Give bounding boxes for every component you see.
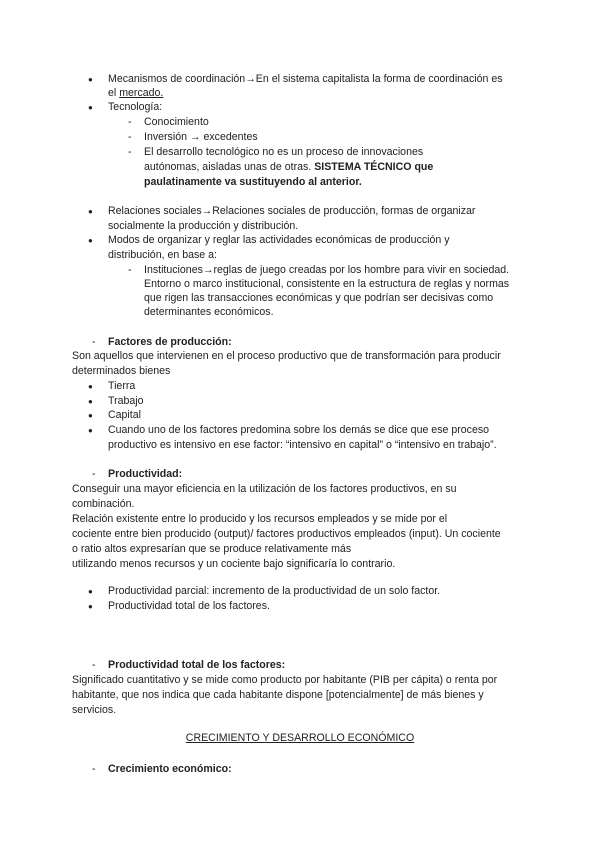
dash-icon: -	[92, 336, 96, 348]
bullet-icon: ●	[88, 236, 93, 245]
factors-note: Cuando uno de los factores predomina sobre los demás se dice que ese proceso	[108, 424, 490, 436]
bullet-icon: ●	[88, 103, 93, 112]
dash-icon: -	[92, 763, 96, 775]
bullet-icon: ●	[88, 602, 93, 611]
dash-icon: -	[92, 468, 96, 480]
tfp-line: habitante, que nos indica que cada habitante dispone [potencialmente] de más bienes y	[72, 689, 484, 701]
relations-line-2: socialmente la producción y distribución.	[108, 220, 299, 232]
tech-item: Inversión → excedentes	[144, 131, 258, 143]
modes-line-2: distribución, en base a:	[108, 249, 217, 261]
productivity-line: utilizando menos recursos y un cociente bajo significaría lo contrario.	[72, 558, 396, 570]
growth-heading: Crecimiento económico:	[108, 763, 232, 775]
market-link[interactable]: mercado.	[119, 87, 164, 99]
coordination-line: Mecanismos de coordinación→En el sistema capitalista la forma de coordinación es	[108, 73, 503, 85]
productivity-line: o ratio altos expresarían que se produce relativamente más	[72, 543, 352, 555]
tech-item-bold: paulatinamente va sustituyendo al anterior.	[144, 176, 362, 188]
relations-line: Relaciones sociales→Relaciones sociales de producción, formas de organizar	[108, 205, 476, 217]
factor-item: Tierra	[108, 380, 136, 392]
institutions-line: determinantes económicos.	[144, 306, 274, 318]
dash-icon: -	[128, 131, 132, 143]
tech-item-cont: autónomas, aisladas unas de otras. SISTEMA TÉCNICO que	[144, 161, 434, 173]
factors-heading: Factores de producción:	[108, 336, 232, 348]
factors-note-2: productivo es intensivo en ese factor: “intensivo en capital” o “intensivo en trabajo”.	[108, 439, 497, 451]
productivity-line: combinación.	[72, 498, 135, 510]
factor-item: Capital	[108, 409, 141, 421]
tfp-line: servicios.	[72, 704, 117, 716]
dash-icon: -	[128, 146, 132, 158]
coordination-line-2: el mercado.	[108, 87, 164, 99]
productivity-bullet: Productividad parcial: incremento de la productividad de un solo factor.	[108, 585, 441, 597]
productivity-bullet: Productividad total de los factores.	[108, 600, 270, 612]
factors-intro-2: determinados bienes	[72, 365, 171, 377]
dash-icon: -	[128, 116, 132, 128]
institutions-line: que rigen las transacciones económicas y que podrían ser decisivas como	[144, 292, 494, 304]
bullet-icon: ●	[88, 426, 93, 435]
bullet-icon: ●	[88, 397, 93, 406]
factors-intro: Son aquellos que intervienen en el proceso productivo que de transformación para producir	[72, 350, 501, 362]
modes-line: Modos de organizar y reglar las actividades económicas de producción y	[108, 234, 450, 246]
tfp-heading: Productividad total de los factores:	[108, 659, 286, 671]
institutions-line: Instituciones→reglas de juego creadas por los hombre para vivir en sociedad.	[144, 264, 510, 276]
dash-icon: -	[128, 264, 132, 276]
productivity-heading: Productividad:	[108, 468, 183, 480]
bullet-icon: ●	[88, 382, 93, 391]
productivity-line: Conseguir una mayor eficiencia en la utilización de los factores productivos, en su	[72, 483, 457, 495]
bullet-icon: ●	[88, 587, 93, 596]
section-title: CRECIMIENTO Y DESARROLLO ECONÓMICO	[185, 732, 415, 744]
bullet-icon: ●	[88, 411, 93, 420]
institutions-line: Entorno o marco institucional, consistente en la estructura de reglas y normas	[144, 278, 510, 290]
technology-label: Tecnología:	[108, 101, 163, 113]
bullet-icon: ●	[88, 75, 93, 84]
productivity-line: cociente entre bien producido (output)/ factores productivos empleados (input). Un cociente	[72, 528, 501, 540]
tech-item: El desarrollo tecnológico no es un proceso de innovaciones	[144, 146, 424, 158]
dash-icon: -	[92, 659, 96, 671]
productivity-line: Relación existente entre lo producido y los recursos empleados y se mide por el	[72, 513, 448, 525]
tech-item: Conocimiento	[144, 116, 209, 128]
factor-item: Trabajo	[108, 395, 144, 407]
tfp-line: Significado cuantitativo y se mide como producto por habitante (PIB per cápita) o renta por	[72, 674, 498, 686]
bullet-icon: ●	[88, 207, 93, 216]
